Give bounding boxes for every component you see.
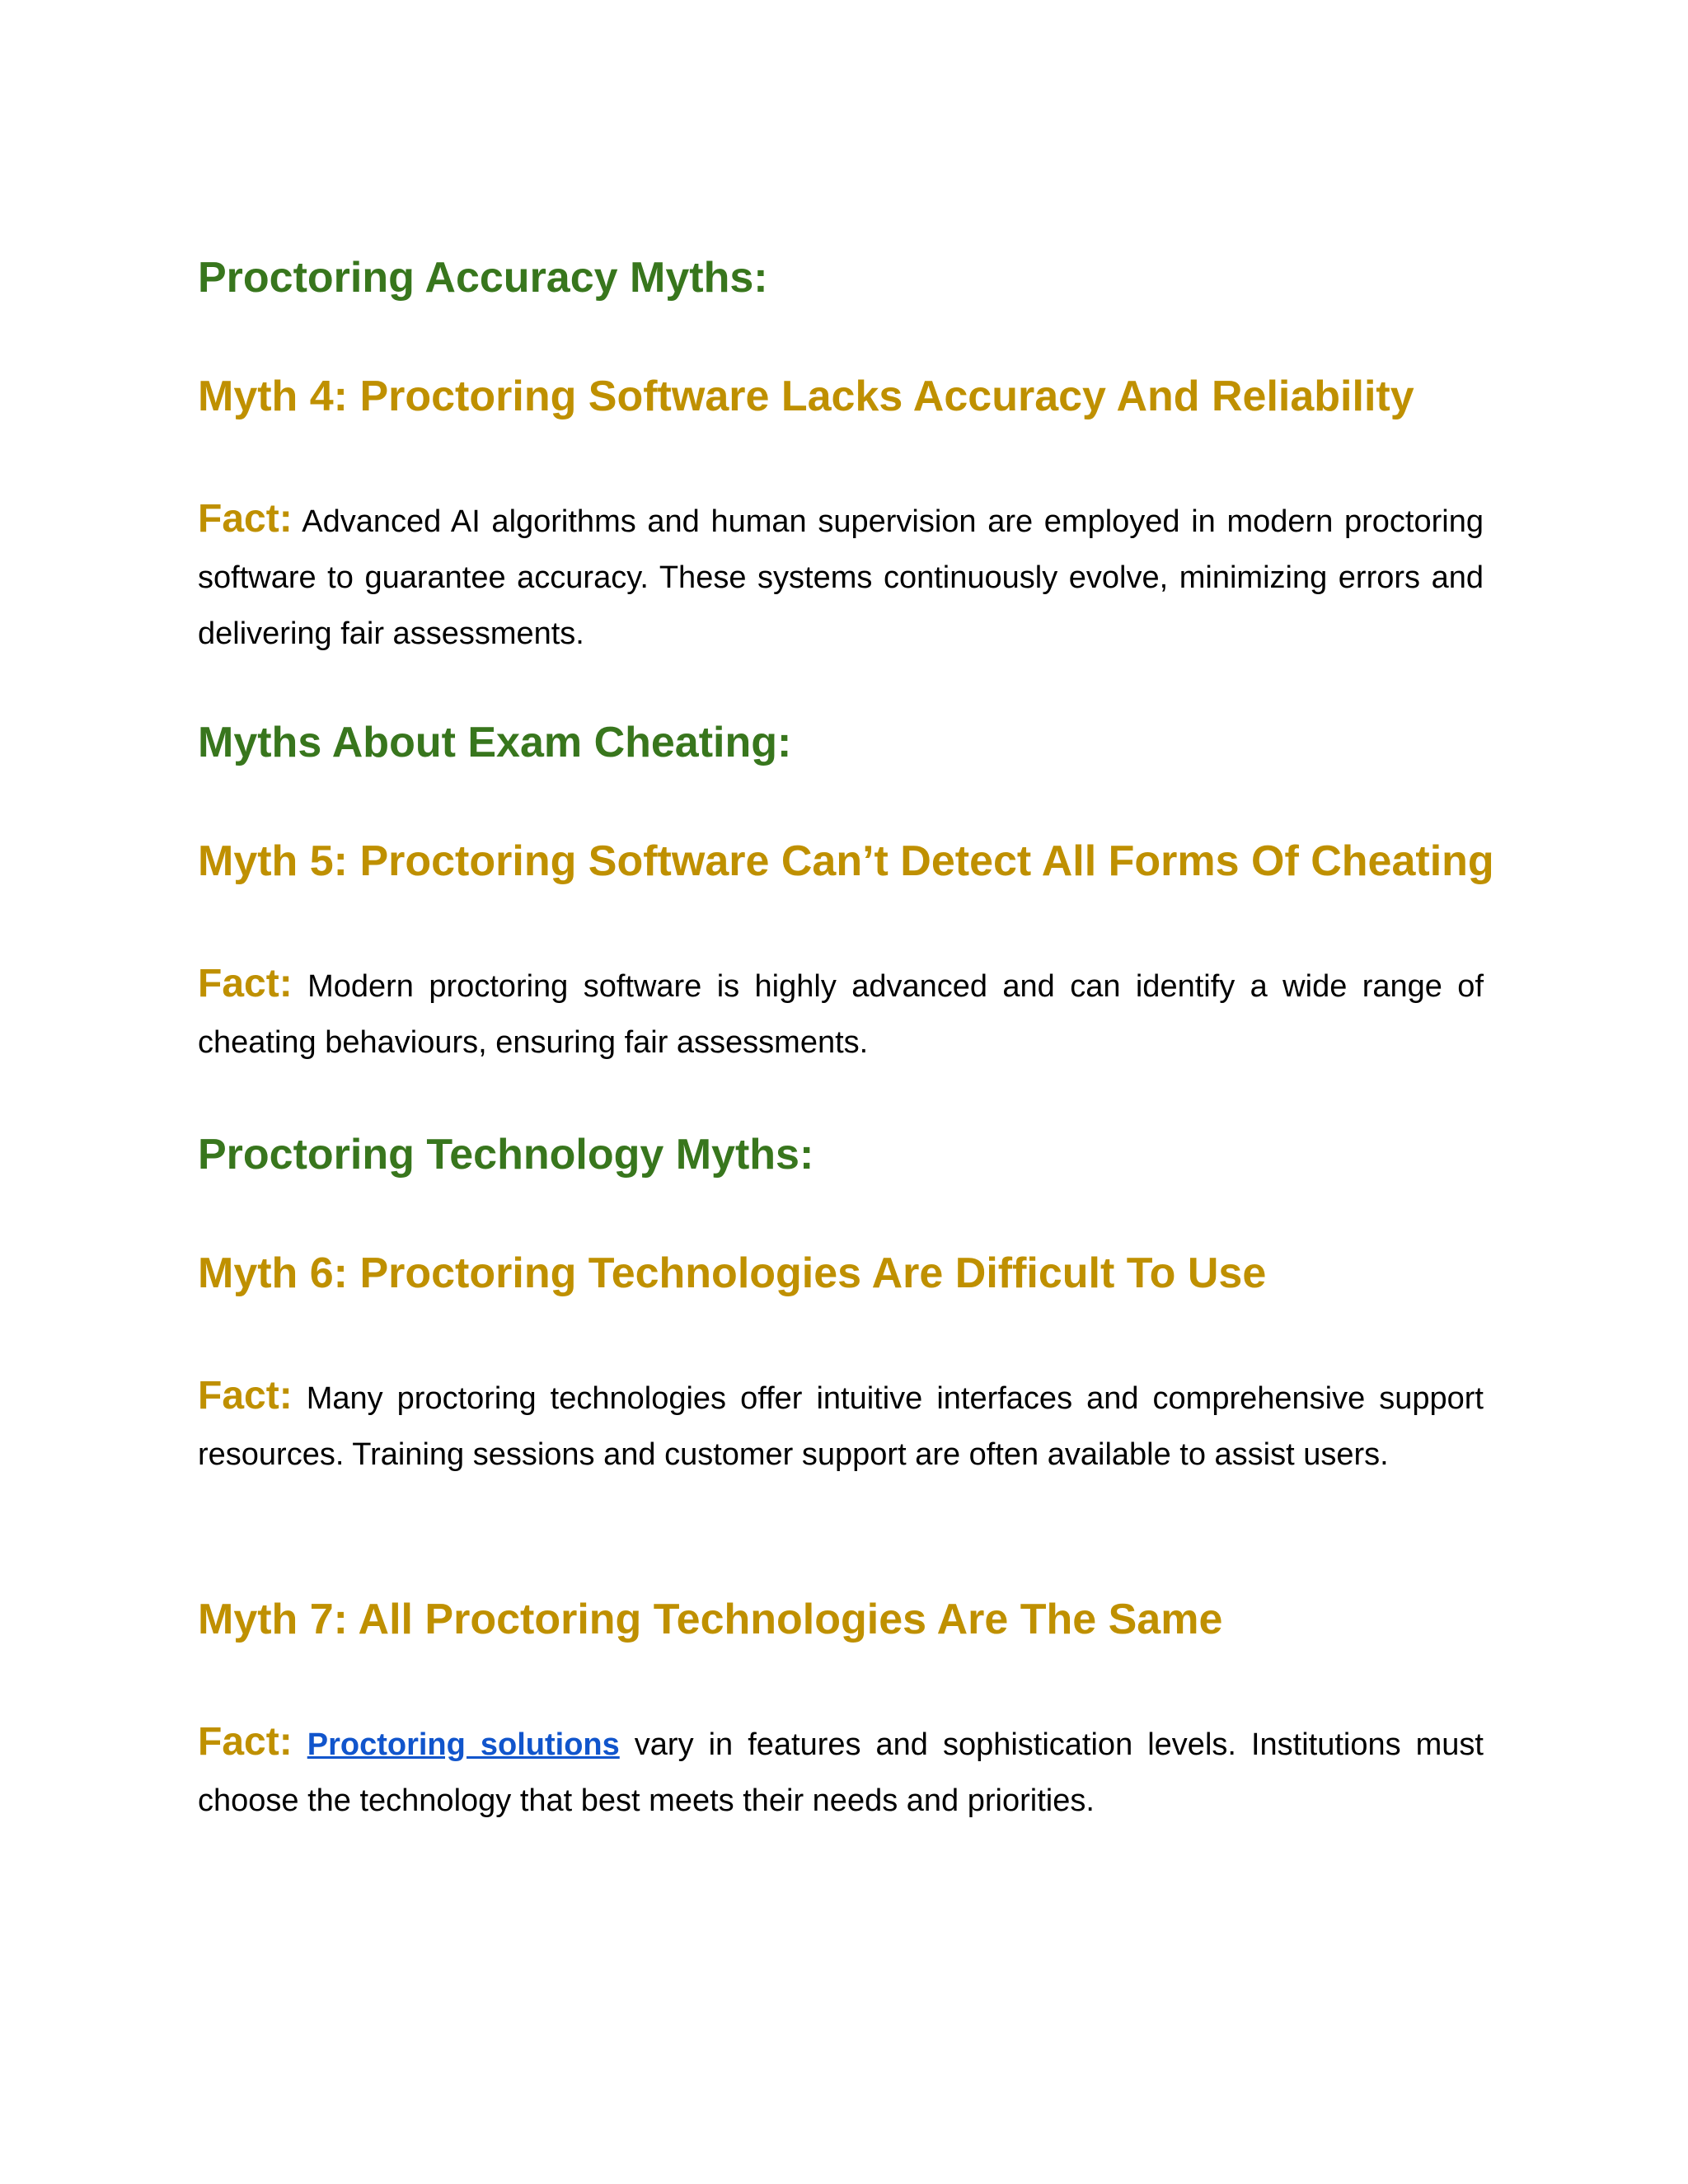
fact-label: Fact: [198,497,293,541]
myth-heading-text: Myth 6: Proctoring Technologies Are Difficult To Use [198,1249,1267,1297]
myth-5-fact [198,956,1484,1071]
proctoring-solutions-link[interactable]: Proctoring solutions [307,1727,620,1762]
section-heading-text: Proctoring Accuracy Myths: [198,254,768,302]
fact-paragraph [198,491,1484,662]
document-page [198,0,1494,2184]
section-heading-cheating [198,717,1484,768]
myth-7-title [198,1594,1484,1645]
myth-7-fact [198,1714,1484,1829]
fact-text: vary in features and sophistication levels. Institutions must choose the technology that best meets their needs and priorities. [198,1727,1484,1818]
fact-paragraph [198,1714,1484,1829]
myth-5-title [198,836,1494,887]
section-heading-text: Proctoring Technology Myths: [198,1131,814,1179]
fact-paragraph [198,1368,1484,1483]
myth-6-fact [198,1368,1484,1483]
fact-text: Many proctoring technologies offer intuitive interfaces and comprehensive support resources. Training sessions and customer support are often available to assist users. [198,1381,1484,1472]
myth-heading-text: Myth 4: Proctoring Software Lacks Accuracy And Reliability [198,373,1414,420]
fact-text: Advanced AI algorithms and human supervision are employed in modern proctoring software to guarantee accuracy. These systems continuously evolve, minimizing errors and delivering fair assessments. [198,504,1484,651]
section-heading-text: Myths About Exam Cheating: [198,719,792,766]
section-heading-accuracy [198,252,1484,303]
section-heading-technology [198,1129,1484,1180]
fact-text: Modern proctoring software is highly advanced and can identify a wide range of cheating behaviours, ensuring fair assessments. [198,969,1484,1060]
fact-label: Fact: [198,962,293,1005]
myth-heading-text: Myth 5: Proctoring Software Can’t Detect All Forms Of Cheating [198,837,1494,885]
myth-6-title [198,1248,1484,1299]
fact-label: Fact: [198,1720,293,1764]
fact-label: Fact: [198,1374,293,1418]
fact-paragraph [198,956,1484,1071]
myth-heading-text: Myth 7: All Proctoring Technologies Are The Same [198,1596,1223,1643]
myth-4-title [198,371,1484,422]
myth-4-fact [198,491,1484,662]
